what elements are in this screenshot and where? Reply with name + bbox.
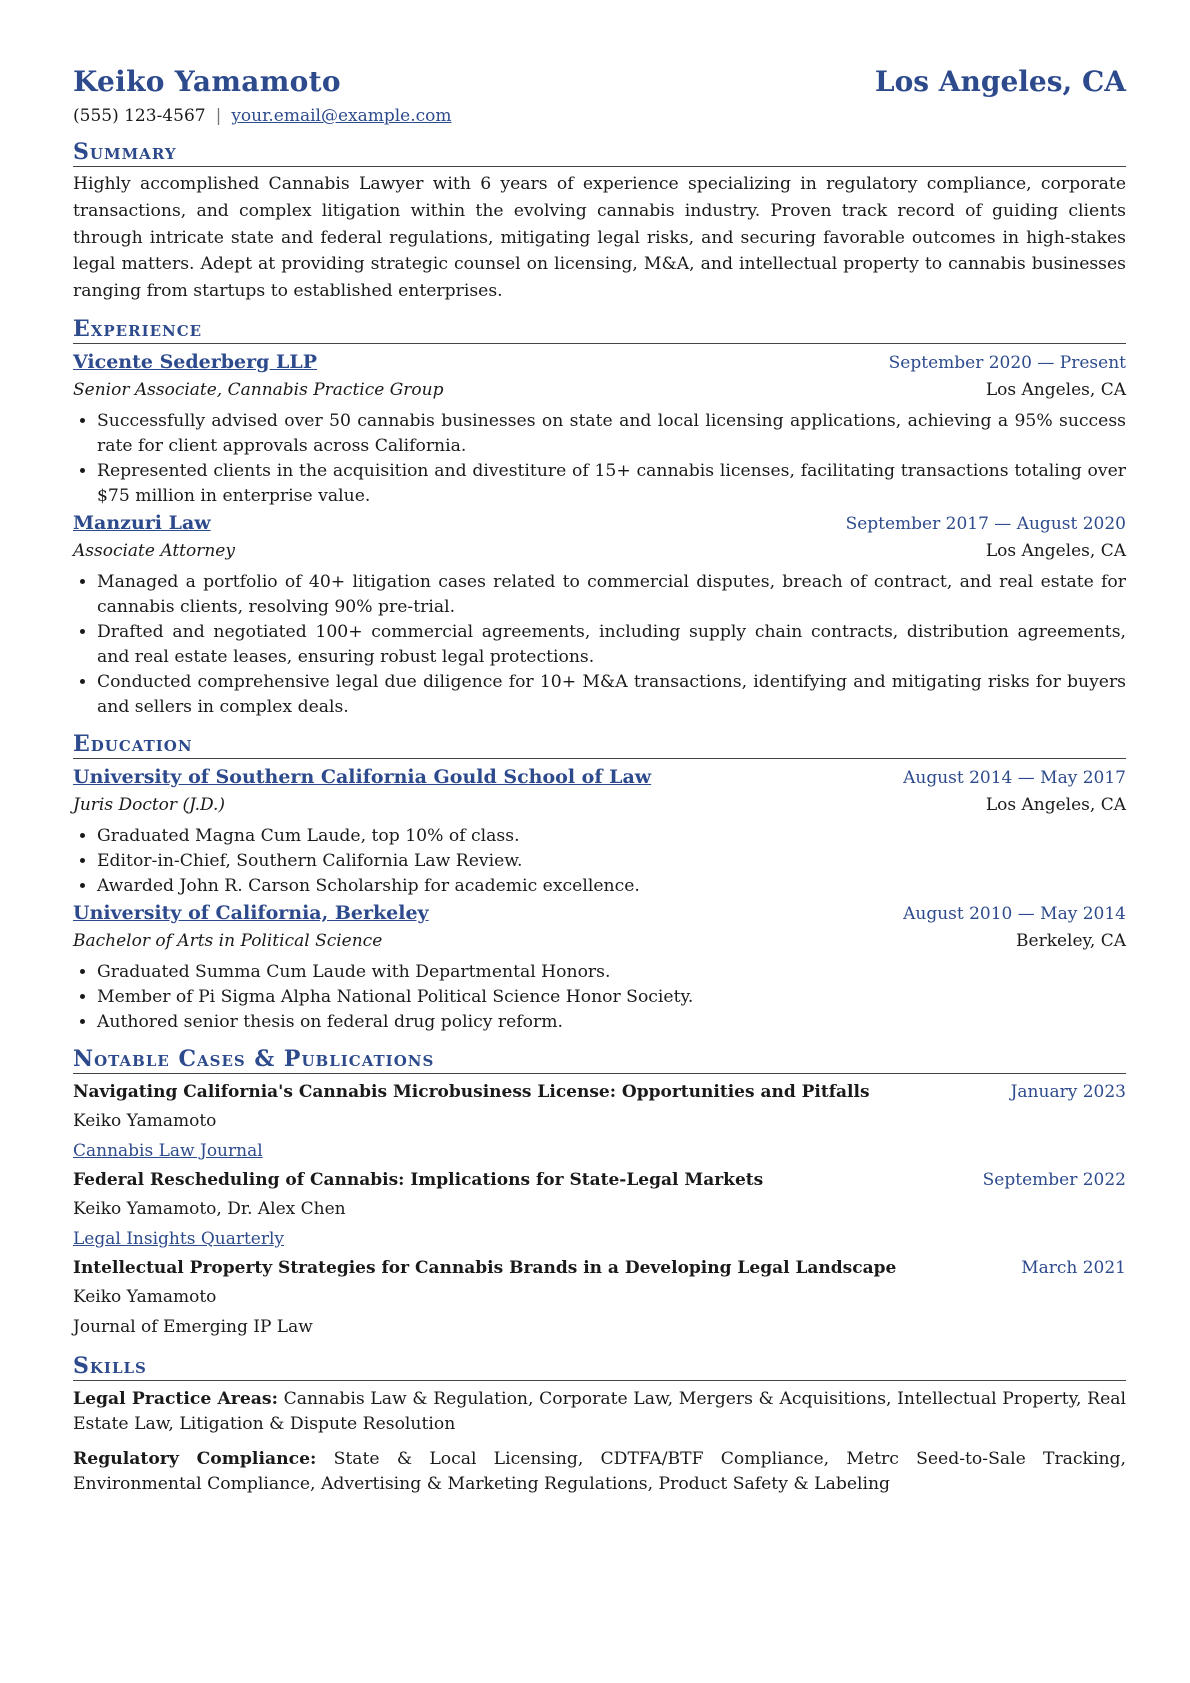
skill-row — [73, 1447, 1126, 1497]
bullet-item: • Graduated Magna Cum Laude, top 10% of class. — [97, 824, 1126, 849]
skill-value: Cannabis Law & Regulation, Corporate Law, Mergers & Acquisitions, Intellectual Property, Real Estate Law, Litigation & Dispute Resolution — [73, 1388, 1127, 1434]
section-title-summary: Summary — [73, 138, 1126, 167]
bullet-item: • Graduated Summa Cum Laude with Departmental Honors. — [97, 960, 1126, 985]
publication-title: Intellectual Property Strategies for Cannabis Brands in a Developing Legal Landscape — [73, 1257, 897, 1278]
bullet-item: • Editor-in-Chief, Southern California Law Review. — [97, 849, 1126, 874]
summary-text: Highly accomplished Cannabis Lawyer with 6 years of experience specializing in regulatory compliance, corporate transactions, and complex litigation within the evolving cannabis industry. Proven track record of guiding clients through intricate state and federal regulations, mitigating legal risks, and securing favorable outcomes in high-stakes legal matters. Adept at providing strategic counsel on licensing, M&A, and intellectual property to cannabis businesses ranging from startups to established enterprises. — [73, 174, 1126, 302]
publication-venue-link[interactable]: Legal Insights Quarterly — [73, 1228, 285, 1249]
resume-page — [73, 62, 1126, 1507]
experience-entry — [73, 509, 1126, 720]
phone-number: (555) 123-4567 — [73, 106, 206, 126]
candidate-location: Los Angeles, CA — [874, 65, 1126, 98]
publication-entry — [73, 1166, 1126, 1254]
bullet-list — [73, 960, 1126, 1035]
publication-authors: Keiko Yamamoto — [73, 1110, 217, 1131]
publication-date: March 2021 — [1021, 1257, 1126, 1278]
publication-title: Federal Rescheduling of Cannabis: Implications for State-Legal Markets — [73, 1169, 764, 1190]
employer-link[interactable]: Vicente Sederberg LLP — [73, 350, 318, 373]
candidate-name: Keiko Yamamoto — [73, 65, 341, 98]
education-dates: August 2010 — May 2014 — [903, 903, 1126, 924]
job-location: Los Angeles, CA — [985, 379, 1126, 400]
bullet-list — [73, 409, 1126, 509]
publication-venue: Journal of Emerging IP Law — [73, 1316, 313, 1337]
school-link[interactable]: University of Southern California Gould School of Law — [73, 765, 652, 788]
bullet-item: • Drafted and negotiated 100+ commercial agreements, including supply chain contracts, distribution agreements, and real estate leases, ensuring robust legal protections. — [97, 620, 1126, 670]
contact-line — [73, 104, 1126, 128]
bullet-item: • Member of Pi Sigma Alpha National Political Science Honor Society. — [97, 985, 1126, 1010]
section-title-publications: Notable Cases & Publications — [73, 1045, 1126, 1074]
publication-date: January 2023 — [1010, 1081, 1126, 1102]
bullet-item: • Managed a portfolio of 40+ litigation cases related to commercial disputes, breach of contract, and real estate for cannabis clients, resolving 90% pre-trial. — [97, 570, 1126, 620]
publication-venue-link[interactable]: Cannabis Law Journal — [73, 1140, 263, 1161]
bullet-item: • Authored senior thesis on federal drug policy reform. — [97, 1010, 1126, 1035]
degree: Juris Doctor (J.D.) — [73, 794, 226, 815]
publication-entry — [73, 1254, 1126, 1342]
job-title: Associate Attorney — [73, 540, 235, 561]
job-location: Los Angeles, CA — [985, 540, 1126, 561]
education-entry — [73, 763, 1126, 899]
employment-dates: September 2017 — August 2020 — [845, 513, 1126, 534]
bullet-item: • Conducted comprehensive legal due diligence for 10+ M&A transactions, identifying and mitigating risks for buyers and sellers in complex deals. — [97, 670, 1126, 720]
publication-date: September 2022 — [982, 1169, 1126, 1190]
section-title-skills: Skills — [73, 1352, 1126, 1381]
skill-value: State & Local Licensing, CDTFA/BTF Compliance, Metrc Seed-to-Sale Tracking, Environmental Compliance, Advertising & Marketing Regulations, Product Safety & Labeling — [73, 1448, 1126, 1494]
experience-entry — [73, 348, 1126, 509]
section-title-experience: Experience — [73, 315, 1126, 344]
publication-entry — [73, 1078, 1126, 1166]
bullet-item: • Represented clients in the acquisition and divestiture of 15+ cannabis licenses, facilitating transactions totaling over $75 million in enterprise value. — [97, 459, 1126, 509]
bullet-item: • Successfully advised over 50 cannabis businesses on state and local licensing applications, achieving a 95% success rate for client approvals across California. — [97, 409, 1126, 459]
skill-label: Legal Practice Areas: — [73, 1388, 278, 1409]
employment-dates: September 2020 — Present — [888, 352, 1126, 373]
skill-label: Regulatory Compliance: — [73, 1448, 317, 1469]
bullet-list — [73, 570, 1126, 720]
publication-authors: Keiko Yamamoto, Dr. Alex Chen — [73, 1198, 346, 1219]
employer-link[interactable]: Manzuri Law — [73, 511, 211, 534]
publication-authors: Keiko Yamamoto — [73, 1286, 217, 1307]
job-title: Senior Associate, Cannabis Practice Group — [73, 379, 444, 400]
education-dates: August 2014 — May 2017 — [903, 767, 1126, 788]
resume-header — [73, 62, 1126, 102]
education-entry — [73, 899, 1126, 1035]
school-link[interactable]: University of California, Berkeley — [73, 901, 429, 924]
bullet-list — [73, 824, 1126, 899]
section-title-education: Education — [73, 730, 1126, 759]
email-link[interactable]: your.email@example.com — [231, 106, 452, 126]
skill-row — [73, 1387, 1126, 1437]
school-location: Berkeley, CA — [1016, 930, 1126, 951]
contact-separator: | — [215, 106, 222, 126]
degree: Bachelor of Arts in Political Science — [73, 930, 383, 951]
publication-title: Navigating California's Cannabis Microbusiness License: Opportunities and Pitfalls — [73, 1081, 870, 1102]
bullet-item: • Awarded John R. Carson Scholarship for academic excellence. — [97, 874, 1126, 899]
school-location: Los Angeles, CA — [985, 794, 1126, 815]
